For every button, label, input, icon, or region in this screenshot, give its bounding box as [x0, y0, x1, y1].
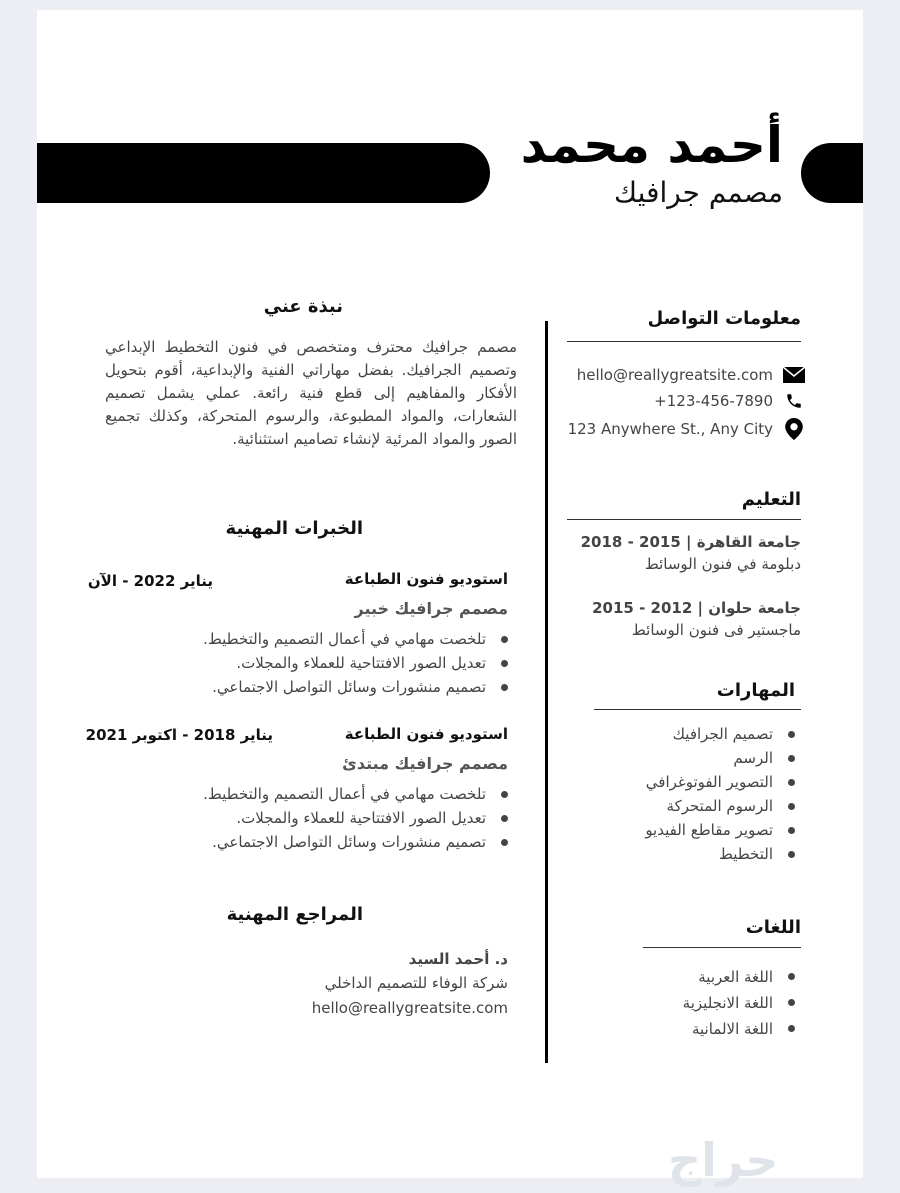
about-title: نبذة عني: [263, 296, 343, 317]
job-1-tasks: [114, 627, 514, 699]
envelope-icon: [783, 365, 805, 385]
list-item: تلخصت مهامي في أعمال التصميم والتخطيط.: [114, 782, 514, 806]
job-title: مصمم جرافيك: [614, 176, 783, 209]
location-pin-icon: [783, 419, 805, 439]
contact-email-row: [577, 365, 805, 385]
references-title: المراجع المهنية: [226, 904, 363, 925]
job-1-date: يناير 2022 - الآن: [87, 572, 213, 590]
education-item-1-head: جامعة القاهرة | 2015 - 2018: [580, 533, 801, 551]
list-item: التصوير الفوتوغرافي: [645, 770, 801, 794]
list-item: اللغة الالمانية: [683, 1016, 801, 1042]
reference-company: شركة الوفاء للتصميم الداخلي: [324, 974, 508, 992]
list-item: تعديل الصور الافتتاحية للعملاء والمجلات.: [114, 806, 514, 830]
list-item: الرسم: [645, 746, 801, 770]
education-rule: [567, 519, 801, 520]
list-item: تصميم الجرافيك: [645, 722, 801, 746]
phone-icon: [783, 391, 805, 411]
education-item-2-sub: ماجستير فى فنون الوسائط: [631, 621, 801, 639]
list-item: تعديل الصور الافتتاحية للعملاء والمجلات.: [114, 651, 514, 675]
reference-email[interactable]: hello@reallygreatsite.com: [311, 999, 508, 1017]
job-2-tasks: [114, 782, 514, 854]
contact-title: معلومات التواصل: [647, 308, 801, 329]
list-item: تصميم منشورات وسائل التواصل الاجتماعي.: [114, 675, 514, 699]
list-item: اللغة الانجليزية: [683, 990, 801, 1016]
education-item-1-sub: دبلومة في فنون الوسائط: [644, 555, 801, 573]
list-item: تصوير مقاطع الفيديو: [645, 818, 801, 842]
contact-address: 123 Anywhere St., Any City: [567, 420, 773, 438]
languages-list: [683, 964, 801, 1042]
column-divider: [545, 321, 548, 1063]
contact-email[interactable]: hello@reallygreatsite.com: [576, 366, 773, 384]
job-1-role: مصمم جرافيك خبير: [354, 599, 508, 618]
header-band-right: [801, 143, 863, 203]
about-text: مصمم جرافيك محترف ومتخصص في فنون التخطيط الإبداعي وتصميم الجرافيك. بفضل مهاراتي الفنية والإبداعية، أقوم بتحويل الأفكار والمفاهيم إلى قطع فنية رائعة. عملي يشمل تصميم الشعارات، والمواد المطبوعة، والرسوم المتحركة، وكذلك تجميع الصور والمواد المرئية لإنشاء تصاميم استثنائية.: [105, 338, 517, 448]
reference-name: د. أحمد السيد: [408, 950, 508, 968]
contact-rule: [567, 341, 801, 342]
education-item-2-head: جامعة حلوان | 2012 - 2015: [592, 599, 801, 617]
contact-phone[interactable]: +123-456-7890: [654, 392, 773, 410]
skills-title: المهارات: [716, 680, 795, 701]
education-title: التعليم: [741, 489, 801, 510]
experience-title: الخبرات المهنية: [225, 518, 363, 539]
job-2-company: استوديو فنون الطباعة: [344, 725, 508, 743]
skills-list: [645, 722, 801, 866]
contact-phone-row: [654, 391, 805, 411]
job-2-role: مصمم جرافيك مبتدئ: [342, 754, 508, 773]
skills-rule: [594, 709, 801, 710]
list-item: التخطيط: [645, 842, 801, 866]
contact-address-row: [568, 419, 805, 439]
list-item: اللغة العربية: [683, 964, 801, 990]
resume-page: [37, 10, 863, 1178]
list-item: تصميم منشورات وسائل التواصل الاجتماعي.: [114, 830, 514, 854]
languages-title: اللغات: [745, 917, 801, 938]
candidate-name: أحمد محمد: [520, 116, 783, 174]
header-band-left: [37, 143, 490, 203]
list-item: الرسوم المتحركة: [645, 794, 801, 818]
list-item: تلخصت مهامي في أعمال التصميم والتخطيط.: [114, 627, 514, 651]
languages-rule: [643, 947, 801, 948]
watermark-logo: حراج: [668, 1133, 779, 1187]
job-2-date: يناير 2018 - اكتوبر 2021: [85, 726, 273, 744]
job-1-company: استوديو فنون الطباعة: [344, 570, 508, 588]
